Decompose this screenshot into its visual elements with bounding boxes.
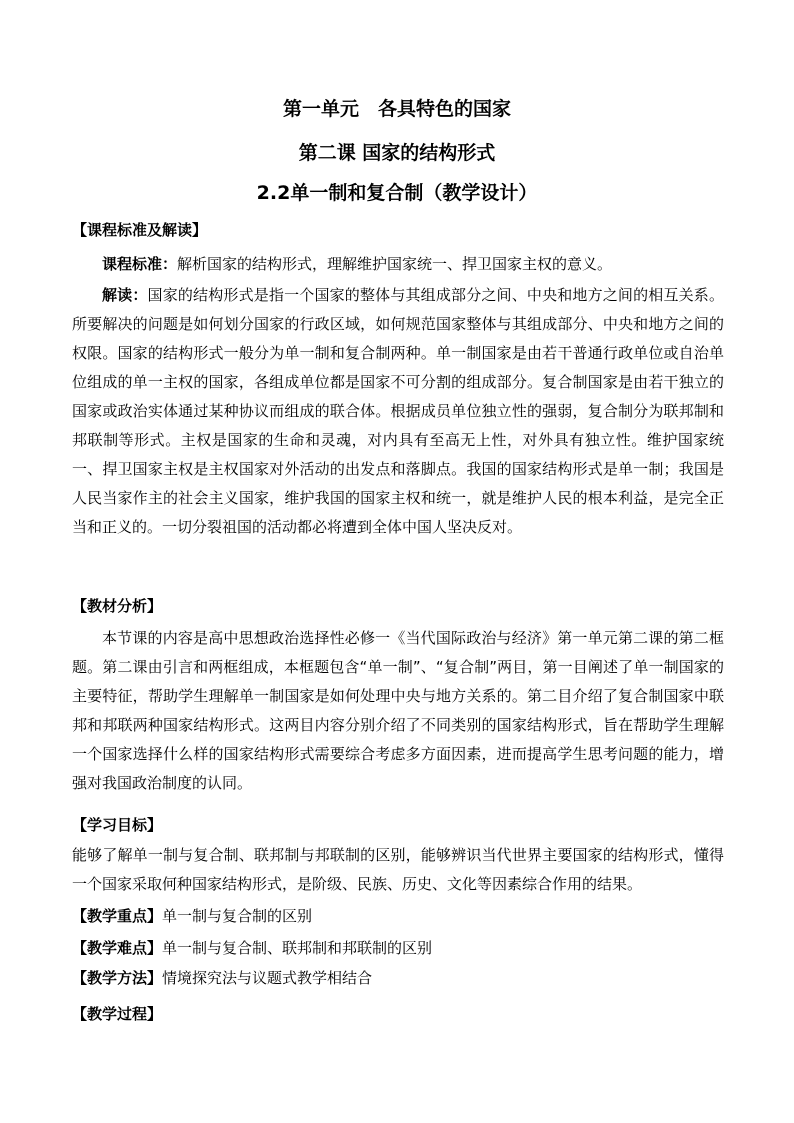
curriculum-standard-text: 解析国家的结构形式，理解维护国家统一、捍卫国家主权的意义。 (177, 255, 613, 273)
teaching-method-label: 【教学方法】 (72, 969, 163, 987)
teaching-focus-text: 单一制与复合制的区别 (162, 907, 313, 925)
interpretation-paragraph (72, 281, 724, 542)
curriculum-header: 【课程标准及解读】 (72, 221, 208, 239)
teaching-method-line (72, 968, 372, 988)
textbook-analysis-header: 【教材分析】 (72, 597, 163, 615)
learning-goals-header: 【学习目标】 (72, 816, 163, 834)
teaching-method-text: 情境探究法与议题式教学相结合 (162, 969, 373, 987)
teaching-difficulty-line (72, 938, 432, 958)
teaching-difficulty-text: 单一制与复合制、联邦制和邦联制的区别 (162, 939, 433, 957)
teaching-focus-line (72, 906, 312, 926)
topic-title: 2.2单一制和复合制（教学设计） (256, 182, 538, 204)
teaching-difficulty-label: 【教学难点】 (72, 939, 163, 957)
curriculum-standard-paragraph (72, 250, 724, 279)
curriculum-standard-label: 课程标准： (102, 255, 178, 273)
unit-title: 第一单元 各具特色的国家 (282, 98, 511, 120)
teaching-focus-label: 【教学重点】 (72, 907, 163, 925)
teaching-process-header: 【教学过程】 (72, 1005, 163, 1023)
lesson-title: 第二课 国家的结构形式 (298, 142, 496, 164)
interpretation-text: 国家的结构形式是指一个国家的整体与其组成部分之间、中央和地方之间的相互关系。所要解决的问题是如何划分国家的行政区域，如何规范国家整体与其组成部分、中央和地方之间的权限。国家的结构形式一般分为单一制和复合制两种。单一制国家是由若干普通行政单位或自治单位组成的单一主权的国家，各组成单位都是国家不可分割的组成部分。复合制国家是由若干独立的国家或政治实体通过某种协议而组成的联合体。根据成员单位独立性的强弱，复合制分为联邦制和邦联制等形式。主权是国家的生命和灵魂，对内具有至高无上性，对外具有独立性。维护国家统一、捍卫国家主权是主权国家对外活动的出发点和落脚点。我国的国家结构形式是单一制；我国是人民当家作主的社会主义国家，维护我国的国家主权和统一，就是维护人民的根本利益，是完全正当和正义的。一切分裂祖国的活动都必将遭到全体中国人坚决反对。 (72, 286, 724, 536)
interpretation-label: 解读： (102, 286, 148, 304)
textbook-analysis-paragraph: 本节课的内容是高中思想政治选择性必修一《当代国际政治与经济》第一单元第二课的第二框题。第二课由引言和两框组成，本框题包含“单一制”、“复合制”两目，第一目阐述了单一制国家的主要特征，帮助学生理解单一制国家是如何处理中央与地方关系的。第二目介绍了复合制国家中联邦和邦联两种国家结构形式。这两目内容分别介绍了不同类别的国家结构形式，旨在帮助学生理解一个国家选择什么样的国家结构形式需要综合考虑多方面因素，进而提高学生思考问题的能力，增强对我国政治制度的认同。 (72, 629, 724, 792)
learning-goals-paragraph: 能够了解单一制与复合制、联邦制与邦联制的区别，能够辨识当代世界主要国家的结构形式，懂得一个国家采取何种国家结构形式，是阶级、民族、历史、文化等因素综合作用的结果。 (72, 846, 724, 893)
